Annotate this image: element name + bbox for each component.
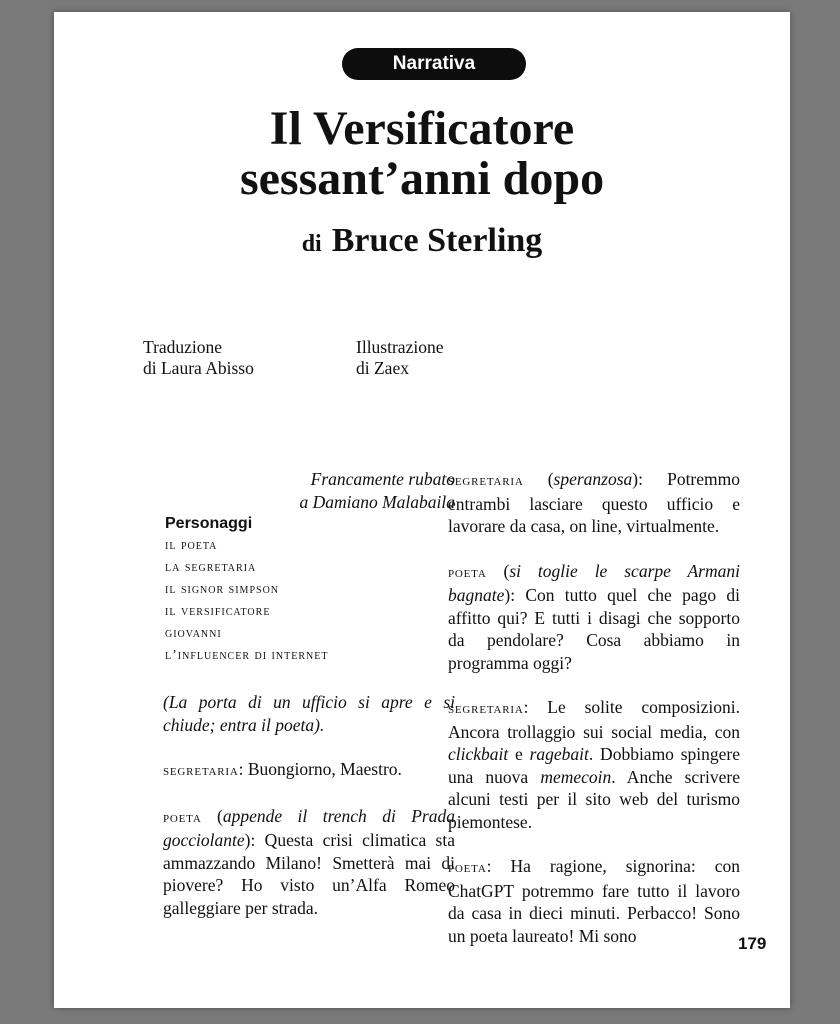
dialogue-text: e (508, 744, 530, 764)
page-number: 179 (738, 934, 767, 953)
cast-member: il poeta (165, 538, 218, 553)
cast-member: il signor simpson (165, 582, 280, 597)
stage-direction: (La porta di un ufficio si apre e si chiude; entra il poeta). (163, 692, 455, 735)
dialogue-line: poeta (si toglie le scarpe Armani bagnate): Con tutto quel che pago di affitto qui? E tutti i disagi che sopporto da pendolare? Cosa abbiamo in programma oggi? (448, 560, 740, 673)
speaker-name: poeta (448, 860, 487, 876)
cast-member: l’influencer di internet (165, 648, 329, 663)
cast-member: la segretaria (165, 560, 257, 575)
illustrator-name: di Zaex (356, 358, 409, 378)
dialogue-text: : Questa crisi climatica sta ammazzando Milano! Smetterà mai di piovere? Ho visto un’Alfa Romeo galleggiare per strada. (163, 830, 455, 918)
emphasis: ragebait (529, 744, 589, 764)
byline (54, 222, 790, 260)
illustration-credit (356, 337, 443, 379)
section-badge: Narrativa (342, 48, 526, 80)
dialogue-text: . Dobbiamo spingere una nuova (448, 744, 740, 787)
dialogue-text: . Anche scrivere alcuni testi per il sito web del turismo piemontese. (448, 766, 740, 832)
speaker-name: segretaria (448, 701, 524, 717)
translation-credit (143, 337, 254, 379)
cast-list (163, 535, 455, 667)
dialogue-text: : Le solite composizioni. Ancora trollaggio sui social media, con (448, 697, 740, 742)
cast-member: il versificatore (165, 604, 271, 619)
dialogue-line (448, 696, 740, 833)
story-title-line-2: sessant’anni dopo (239, 152, 605, 205)
dialogue-line (163, 758, 455, 783)
dedication (163, 468, 455, 513)
dialogue-text: : Ha ragione, signorina: con ChatGPT potremmo fare tutto il lavoro da casa in dieci minuti. Perbacco! Sono un poeta laureato! Mi sono (448, 856, 740, 946)
dialogue-text: : Potremmo entrambi lasciare questo ufficio e lavorare da casa, on line, virtualmente. (448, 469, 740, 536)
stage-direction-inline: appende il trench di Prada gocciolante (163, 805, 455, 850)
left-column (163, 468, 455, 919)
magazine-page (54, 12, 790, 1008)
emphasis: clickbait (448, 744, 509, 764)
dialogue-line: segretaria (speranzosa): Potremmo entrambi lasciare questo ufficio e lavorare da casa, on line, virtualmente. (448, 469, 740, 536)
byline-prefix: di (301, 231, 322, 257)
emphasis: memecoin (540, 766, 612, 787)
dialogue-line (448, 855, 740, 947)
story-title (54, 104, 790, 204)
illustration-label: Illustrazione (356, 337, 444, 357)
stage-direction-inline: speranzosa (553, 469, 633, 489)
stage-direction-inline: si toglie le scarpe Armani bagnate (448, 560, 740, 605)
dedication-line-1: Francamente rubato (310, 469, 455, 489)
cast-heading: Personaggi (165, 515, 253, 532)
cast-member: giovanni (165, 626, 222, 641)
speaker-name: poeta (448, 564, 487, 581)
right-column (448, 468, 740, 947)
story-title-line-1: Il Versificatore (269, 102, 575, 155)
translation-label: Traduzione (143, 337, 223, 357)
dialogue-text: : Con tutto quel che pago di affitto qui? E tutti i disagi che sopporto da pendolare? Cosa abbiamo in programma oggi? (448, 585, 740, 673)
dialogue-line: poeta (appende il trench di Prada gocciolante): Questa crisi climatica sta ammazzando Milano! Smetterà mai di piovere? Ho visto un’Alfa Romeo galleggiare per strada. (163, 805, 455, 918)
author-name: Bruce Sterling (331, 222, 543, 259)
speaker-name: segretaria (448, 473, 524, 489)
dedication-line-2: a Damiano Malabaila (299, 491, 455, 512)
speaker-name: segretaria (163, 763, 239, 779)
speaker-name: poeta (163, 809, 202, 826)
dialogue-text: : Buongiorno, Maestro. (238, 759, 402, 779)
translator-name: di Laura Abisso (143, 358, 254, 378)
